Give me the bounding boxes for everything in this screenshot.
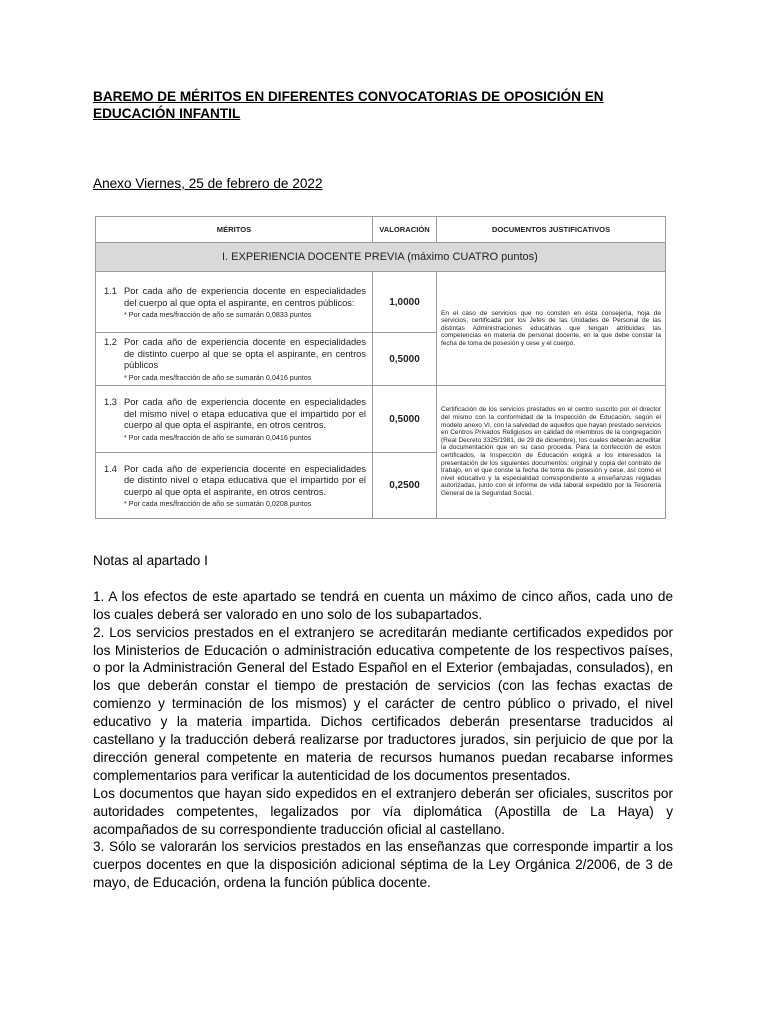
merit-value: 1,0000	[373, 272, 437, 333]
table-header-row	[96, 217, 666, 243]
merit-note: * Por cada mes/fracción de año se sumarán 0,0416 puntos	[124, 372, 312, 382]
merit-number: 1.1	[104, 286, 117, 296]
merit-note: * Por cada mes/fracción de año se sumarán 0,0208 puntos	[124, 499, 312, 509]
documents-other: Certificación de los servicios prestados en el centro suscrito por el director del mismo con la conformidad de la Inspección de Educación, según el modelo anexo VI, con la salvedad de aquellos que hayan prestado servicios en Centros Privados Religiosos en calidad de miembros de la congregación (Real Decreto 3325/1981, de 29 de diciembre), los cuales deberán acreditar la documentación que en su caso proceda. Para la confección de estos certificados, la Inspección de Educación exigirá a los interesados la presentación de los siguientes documentos: original y copia del contrato de trabajo, en el que conste la fecha de toma de posesión y cese, así como el nivel educativo y la especialidad correspondiente a enseñanzas regladas autorizadas, junto con el informe de vida laboral expedido por la Tesorería General de la Seguridad Social.	[437, 386, 666, 519]
merit-value: 0,5000	[373, 333, 437, 386]
header-valuation: VALORACIÓN	[373, 217, 437, 243]
page-title: BAREMO DE MÉRITOS EN DIFERENTES CONVOCATORIAS DE OPOSICIÓN EN EDUCACIÓN INFANTIL	[93, 89, 604, 121]
merit-text: Por cada año de experiencia docente en especialidades de distinto cuerpo al que se opta el aspirante, en centros públicos	[124, 337, 366, 371]
merit-cell	[96, 272, 373, 333]
merit-text: Por cada año de experiencia docente en especialidades del mismo nivel o etapa educativa que el impartido por el cuerpo al que opta el aspirante, en otros centros.	[124, 397, 366, 431]
notes-section	[93, 552, 673, 892]
merit-cell	[96, 333, 373, 386]
section-row	[96, 243, 666, 272]
annex-date: Anexo Viernes, 25 de febrero de 2022	[93, 176, 323, 191]
merit-number: 1.3	[104, 397, 117, 408]
note-paragraph: 1. A los efectos de este apartado se tendrá en cuenta un máximo de cinco años, cada uno de los cuales deberá ser valorado en uno solo de los subapartados.	[93, 588, 673, 622]
section-title: I. EXPERIENCIA DOCENTE PREVIA (máximo CUATRO puntos)	[96, 243, 666, 272]
note-paragraph: 3. Sólo se valorarán los servicios prestados en las enseñanzas que corresponde impartir a los cuerpos docentes en que la disposición adicional séptima de la Ley Orgánica 2/2006, de 3 de mayo, de Educación, ordena la función pública docente.	[93, 839, 673, 891]
notes-title: Notas al apartado I	[93, 553, 208, 568]
merit-number: 1.2	[104, 337, 117, 348]
note-paragraph: Los documentos que hayan sido expedidos en el extranjero deberán ser oficiales, suscritos por autoridades competentes, legalizados por vía diplomática (Apostilla de La Haya) y acompañados de su correspondiente traducción oficial al castellano.	[93, 785, 673, 837]
documents-public: En el caso de servicios que no consten en esta consejería, hoja de servicios, certificada por los Jefes de las Unidades de Personal de las distintas Administraciones educativas que tengan atribuidas las competencias en materia de personal docente, en la que debe constar la fecha de toma de posesión y cese y el cuerpo.	[437, 272, 666, 386]
table-row	[96, 272, 666, 333]
header-documents: DOCUMENTOS JUSTIFICATIVOS	[437, 217, 666, 243]
merit-text: Por cada año de experiencia docente en especialidades del cuerpo al que opta el aspirante, en centros públicos:	[124, 286, 366, 308]
merit-note: * Por cada mes/fracción de año se sumarán 0,0833 puntos	[124, 310, 312, 319]
merit-number: 1.4	[104, 463, 117, 474]
merit-note: * Por cada mes/fracción de año se sumarán 0,0416 puntos	[124, 432, 312, 442]
merit-value: 0,2500	[373, 453, 437, 519]
merit-cell	[96, 386, 373, 453]
note-paragraph: 2. Los servicios prestados en el extranjero se acreditarán mediante certificados expedidos por los Ministerios de Educación o administración educativa competente de los respectivos países, o por la Administración General del Estado Español en el Exterior (embajadas, consulados), en los que deberán constar el tiempo de prestación de servicios (con las fechas exactas de comienzo y terminación de los mismos) y el carácter de centro público o privado, el nivel educativo y la materia impartida. Dichos certificados deberán presentarse traducidos al castellano y la traducción deberá realizarse por traductores jurados, sin perjuicio de que por la dirección general competente en materia de recursos humanos puedan recabarse informes complementarios para verificar la autenticidad de los documentos presentados.	[93, 624, 673, 783]
header-merits: MÉRITOS	[96, 217, 373, 243]
merit-cell	[96, 453, 373, 519]
table-row	[96, 386, 666, 453]
merit-value: 0,5000	[373, 386, 437, 453]
merits-table	[95, 216, 666, 519]
merit-text: Por cada año de experiencia docente en especialidades de distinto nivel o etapa educativa que el impartido por el cuerpo al que opta el aspirante, en otros centros.	[124, 463, 366, 497]
